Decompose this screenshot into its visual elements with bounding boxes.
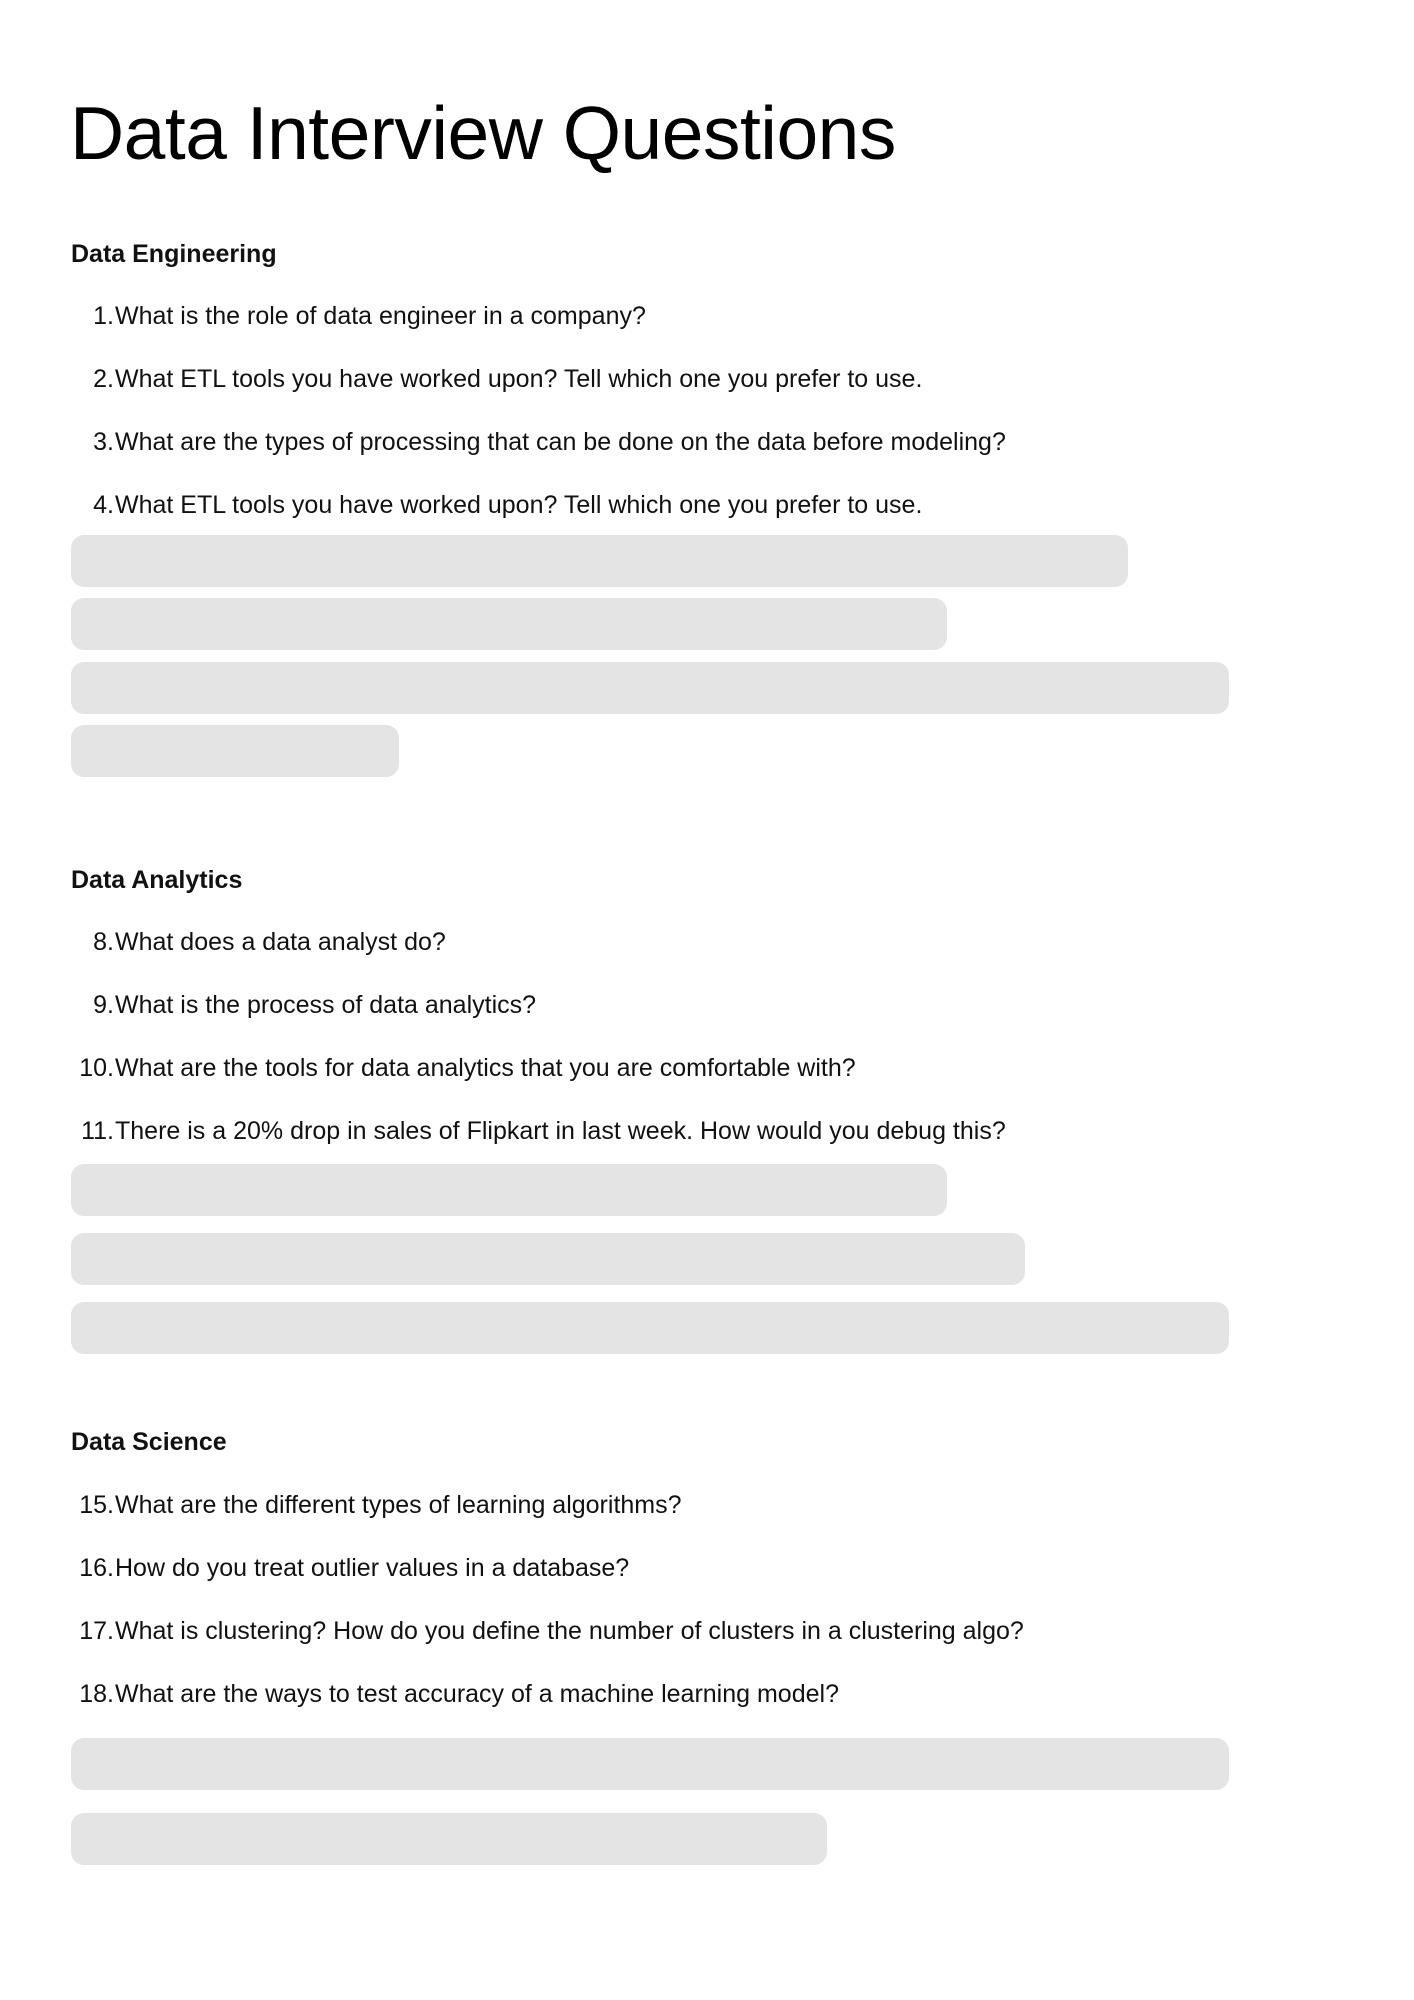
list-item <box>70 426 1006 458</box>
list-item <box>70 1552 629 1584</box>
section-heading-data-engineering: Data Engineering <box>71 240 277 268</box>
page-title: Data Interview Questions <box>70 91 896 175</box>
question-number: 15. <box>79 1491 114 1519</box>
list-item <box>70 300 646 332</box>
question-number: 18. <box>79 1680 114 1708</box>
question-number: 8. <box>93 928 114 956</box>
question-number: 17. <box>79 1617 114 1645</box>
redacted-line <box>71 1164 947 1216</box>
question-text: What are the tools for data analytics that you are comfortable with? <box>115 1054 856 1082</box>
question-number: 1. <box>93 302 114 330</box>
question-text: What are the ways to test accuracy of a machine learning model? <box>115 1680 839 1708</box>
question-number: 9. <box>93 991 114 1019</box>
question-number: 4. <box>93 491 114 519</box>
question-text: What is the role of data engineer in a company? <box>115 302 646 330</box>
question-number: 10. <box>79 1054 114 1082</box>
question-number: 3. <box>93 428 114 456</box>
question-text: What is clustering? How do you define the number of clusters in a clustering algo? <box>115 1617 1024 1645</box>
question-text: What does a data analyst do? <box>115 928 446 956</box>
question-text: What ETL tools you have worked upon? Tell which one you prefer to use. <box>115 491 923 519</box>
question-number: 16. <box>79 1554 114 1582</box>
question-text: What are the different types of learning algorithms? <box>115 1491 682 1519</box>
redacted-line <box>71 662 1229 714</box>
question-text: What is the process of data analytics? <box>115 991 537 1019</box>
redacted-line <box>71 1738 1229 1790</box>
redacted-line <box>71 1813 827 1865</box>
list-item <box>70 989 536 1021</box>
list-item <box>70 1615 1024 1647</box>
redacted-line <box>71 725 399 777</box>
list-item <box>70 1678 839 1710</box>
question-text: What are the types of processing that can be done on the data before modeling? <box>115 428 1006 456</box>
question-text: How do you treat outlier values in a database? <box>115 1554 630 1582</box>
list-item <box>70 1052 856 1084</box>
list-item <box>70 363 922 395</box>
redacted-line <box>71 1233 1025 1285</box>
question-text: There is a 20% drop in sales of Flipkart in last week. How would you debug this? <box>115 1117 1006 1145</box>
question-number: 11. <box>81 1117 114 1145</box>
question-number: 2. <box>93 365 114 393</box>
redacted-line <box>71 535 1128 587</box>
redacted-line <box>71 598 947 650</box>
section-heading-data-analytics: Data Analytics <box>71 866 243 894</box>
section-heading-data-science: Data Science <box>71 1428 227 1456</box>
question-text: What ETL tools you have worked upon? Tell which one you prefer to use. <box>115 365 923 393</box>
redacted-line <box>71 1302 1229 1354</box>
list-item <box>70 926 446 958</box>
list-item <box>70 1489 682 1521</box>
list-item <box>70 1115 1006 1147</box>
list-item <box>70 489 922 521</box>
